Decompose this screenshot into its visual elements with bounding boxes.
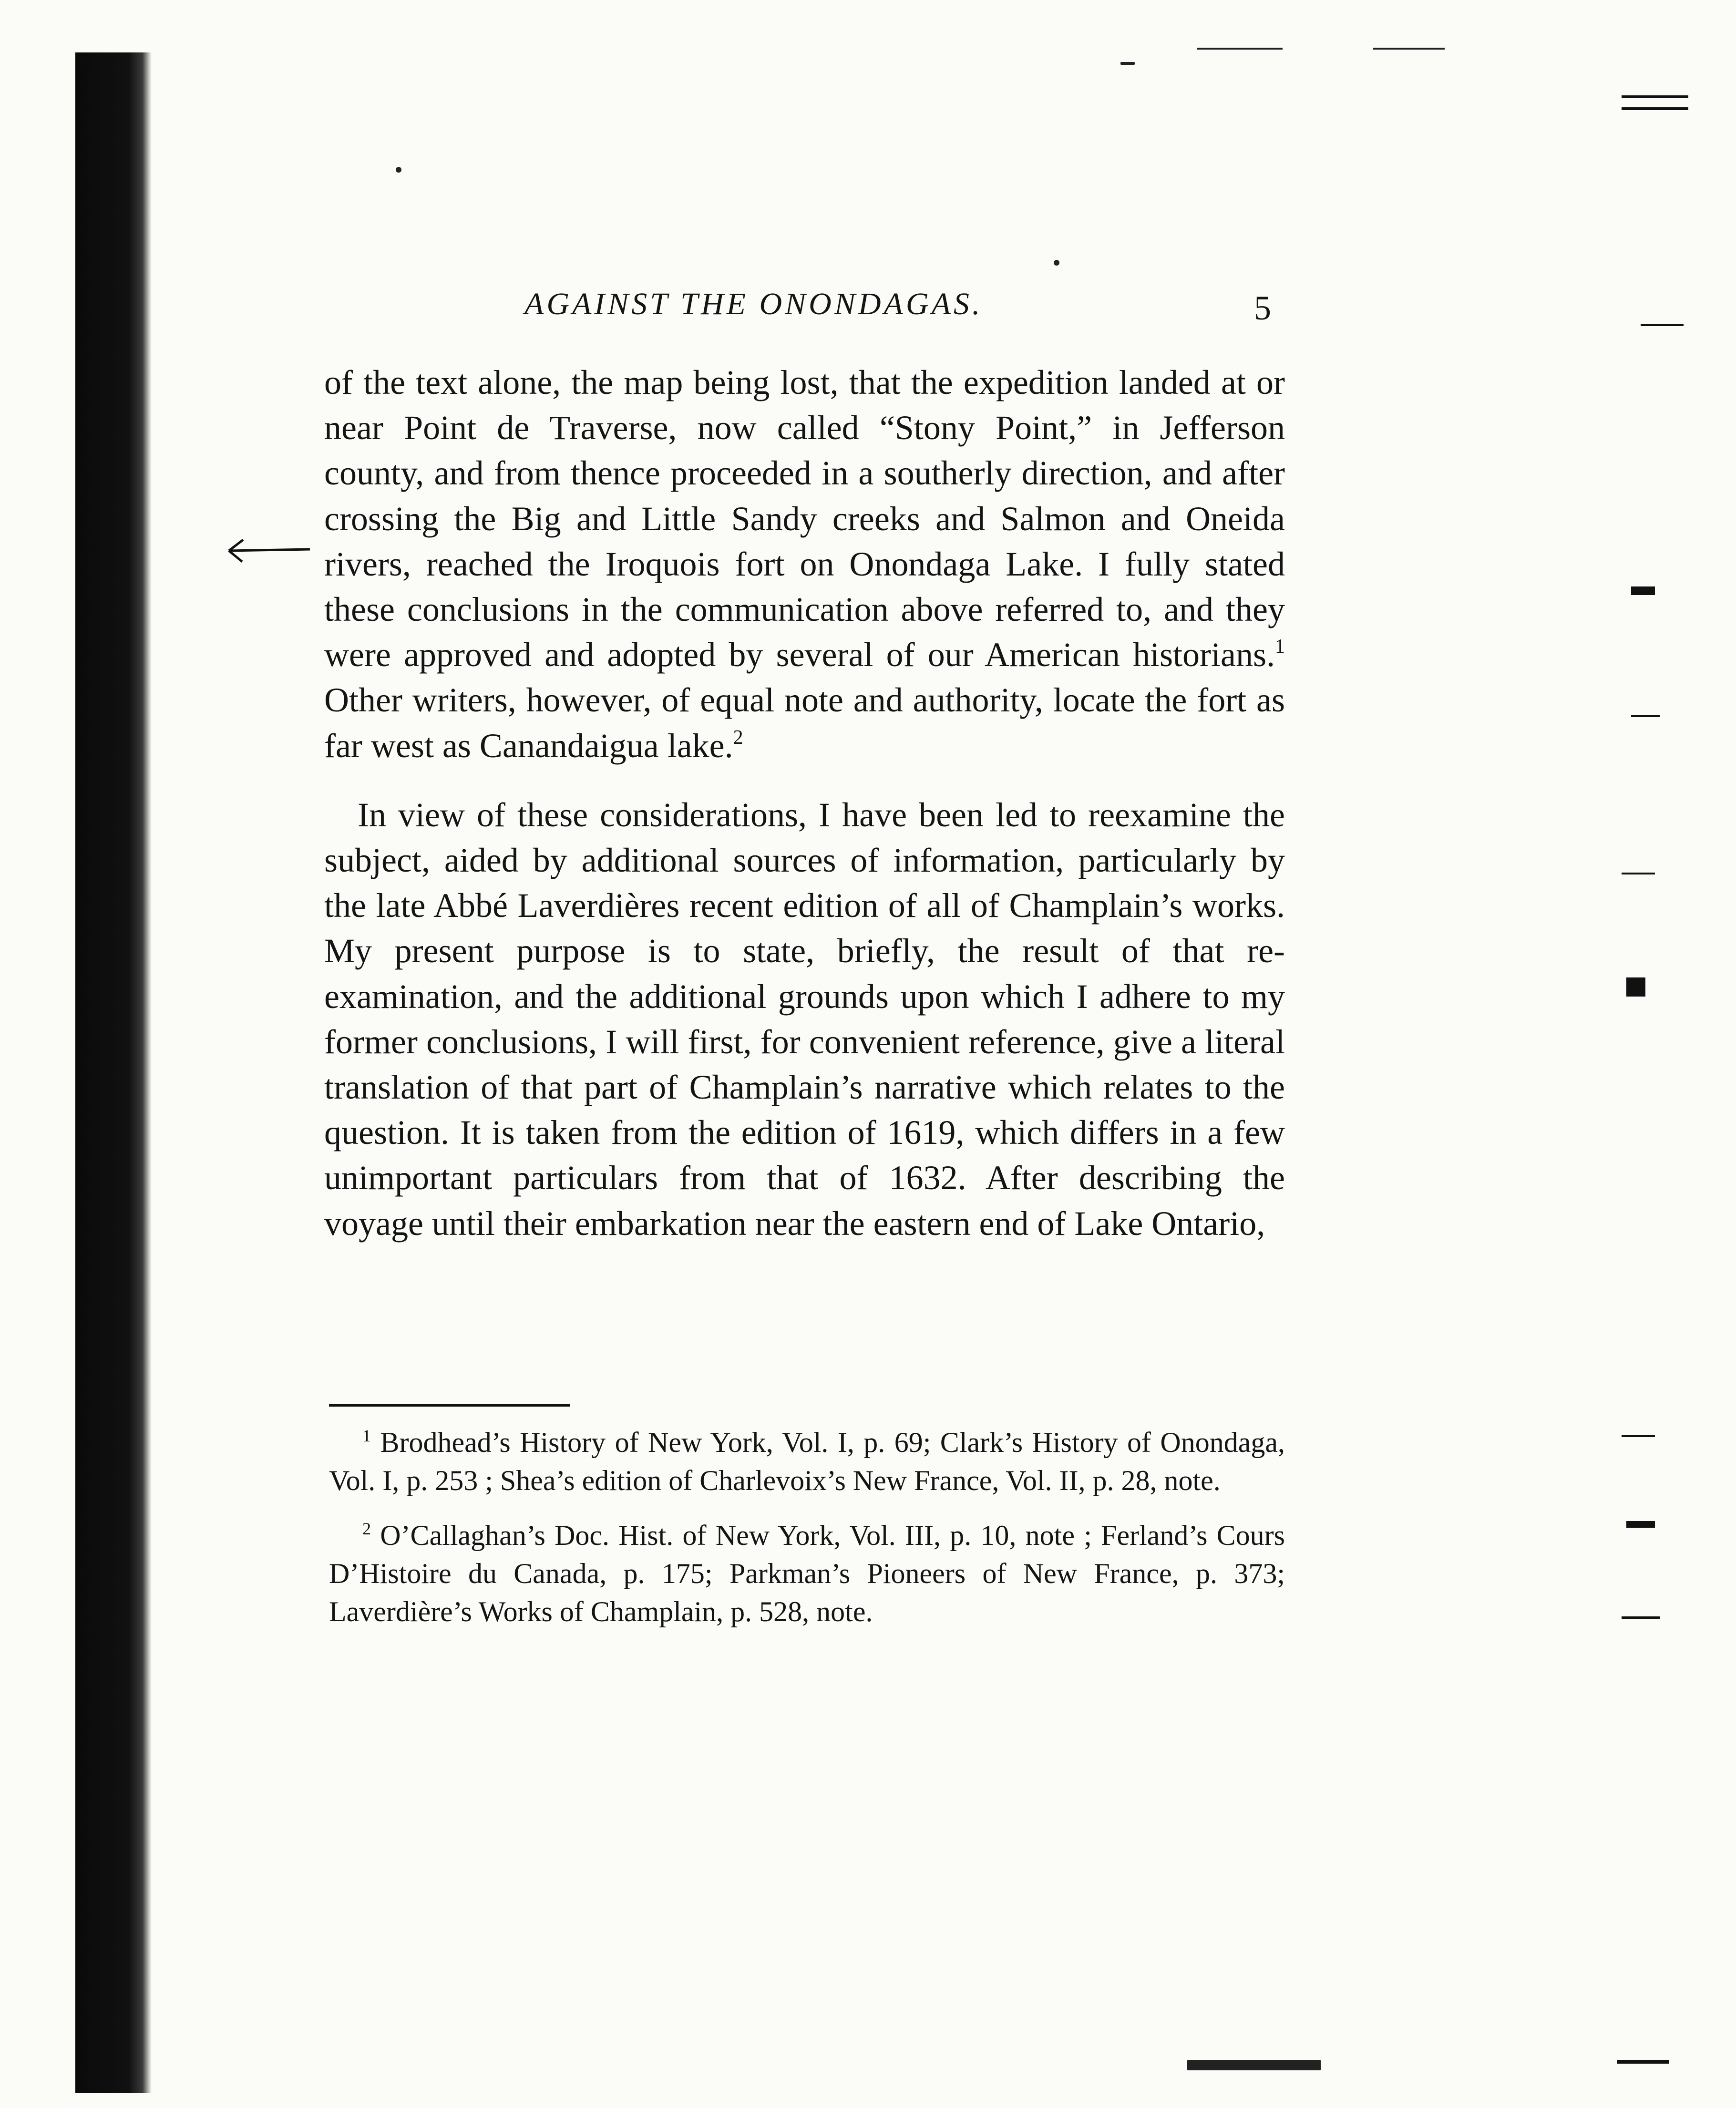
- scan-speck: [1120, 62, 1135, 65]
- paragraph-text: of the text alone, the map being lost, that the expedition landed at or near Point de Traverse, now called “Stony Point,” in Jefferson county, and from thence proceeded in a southerly direction, and after crossing the Big and Little Sandy creeks and Salmon and Oneida rivers, reached the Iroquois fort on Onondaga Lake. I fully stated these conclusions in the communication above referred to, and they were approved and adopted by several of our American: [324, 363, 1285, 674]
- footnote-divider: [329, 1404, 570, 1407]
- page-number: 5: [1254, 289, 1271, 327]
- footnote-reference: 2: [733, 726, 743, 749]
- main-text: [324, 360, 1285, 1246]
- running-head: AGAINST THE ONONDAGAS.: [524, 287, 983, 321]
- footnote-text: Brodhead’s History of New York, Vol. I, p. 69; Clark’s History of Onondaga, Vol. I, p. 253 ; Shea’s edition of Charlevoix’s New France, Vol. II, p. 28, note.: [329, 1427, 1285, 1496]
- footnote: [329, 1516, 1285, 1631]
- scan-speck: [396, 167, 401, 173]
- footnote-reference: 1: [1275, 636, 1285, 658]
- footnote-mark: 1: [362, 1426, 371, 1445]
- footnote-text: O’Callaghan’s Doc. Hist. of New York, Vol. III, p. 10, note ; Ferland’s Cours D’Histoire du Canada, p. 175; Parkman’s Pioneers of New France, p. 373; Laverdière’s Works of Champlain, p. 528, note.: [329, 1520, 1285, 1627]
- right-edge-scan-marks: [1612, 0, 1736, 2108]
- binding-edge-shadow: [75, 52, 152, 2093]
- paragraph-text: Other writers, however, of equal note and authority, locate the fort as far west as Canandaigua lake.: [324, 681, 1285, 765]
- footnote-mark: 2: [362, 1519, 371, 1538]
- margin-arrow-icon: [224, 534, 319, 567]
- scan-speck: [1187, 2060, 1321, 2070]
- paragraph-text: historians.: [1133, 636, 1275, 674]
- scan-speck: [1373, 48, 1445, 50]
- footnote: [329, 1423, 1285, 1500]
- scan-speck: [1054, 260, 1059, 266]
- paragraph: In view of these considerations, I have been led to reexamine the subject, aided by additional sources of information, particularly by the late Abbé Laverdières recent edition of all of Champlain’s works. My present purpose is to state, briefly, the result of that re-examination, and the additional grounds upon which I adhere to my former conclusions, I will first, for convenient reference, give a literal translation of that part of Champlain’s narrative which relates to the question. It is taken from the edition of 1619, which differs in a few unimportant particulars from that of 1632. After describing the voyage until their embarkation near the eastern end of Lake Ontario,: [324, 795, 1285, 1243]
- footnotes: [329, 1423, 1285, 1647]
- paragraph: [324, 360, 1285, 769]
- scan-speck: [1197, 48, 1283, 50]
